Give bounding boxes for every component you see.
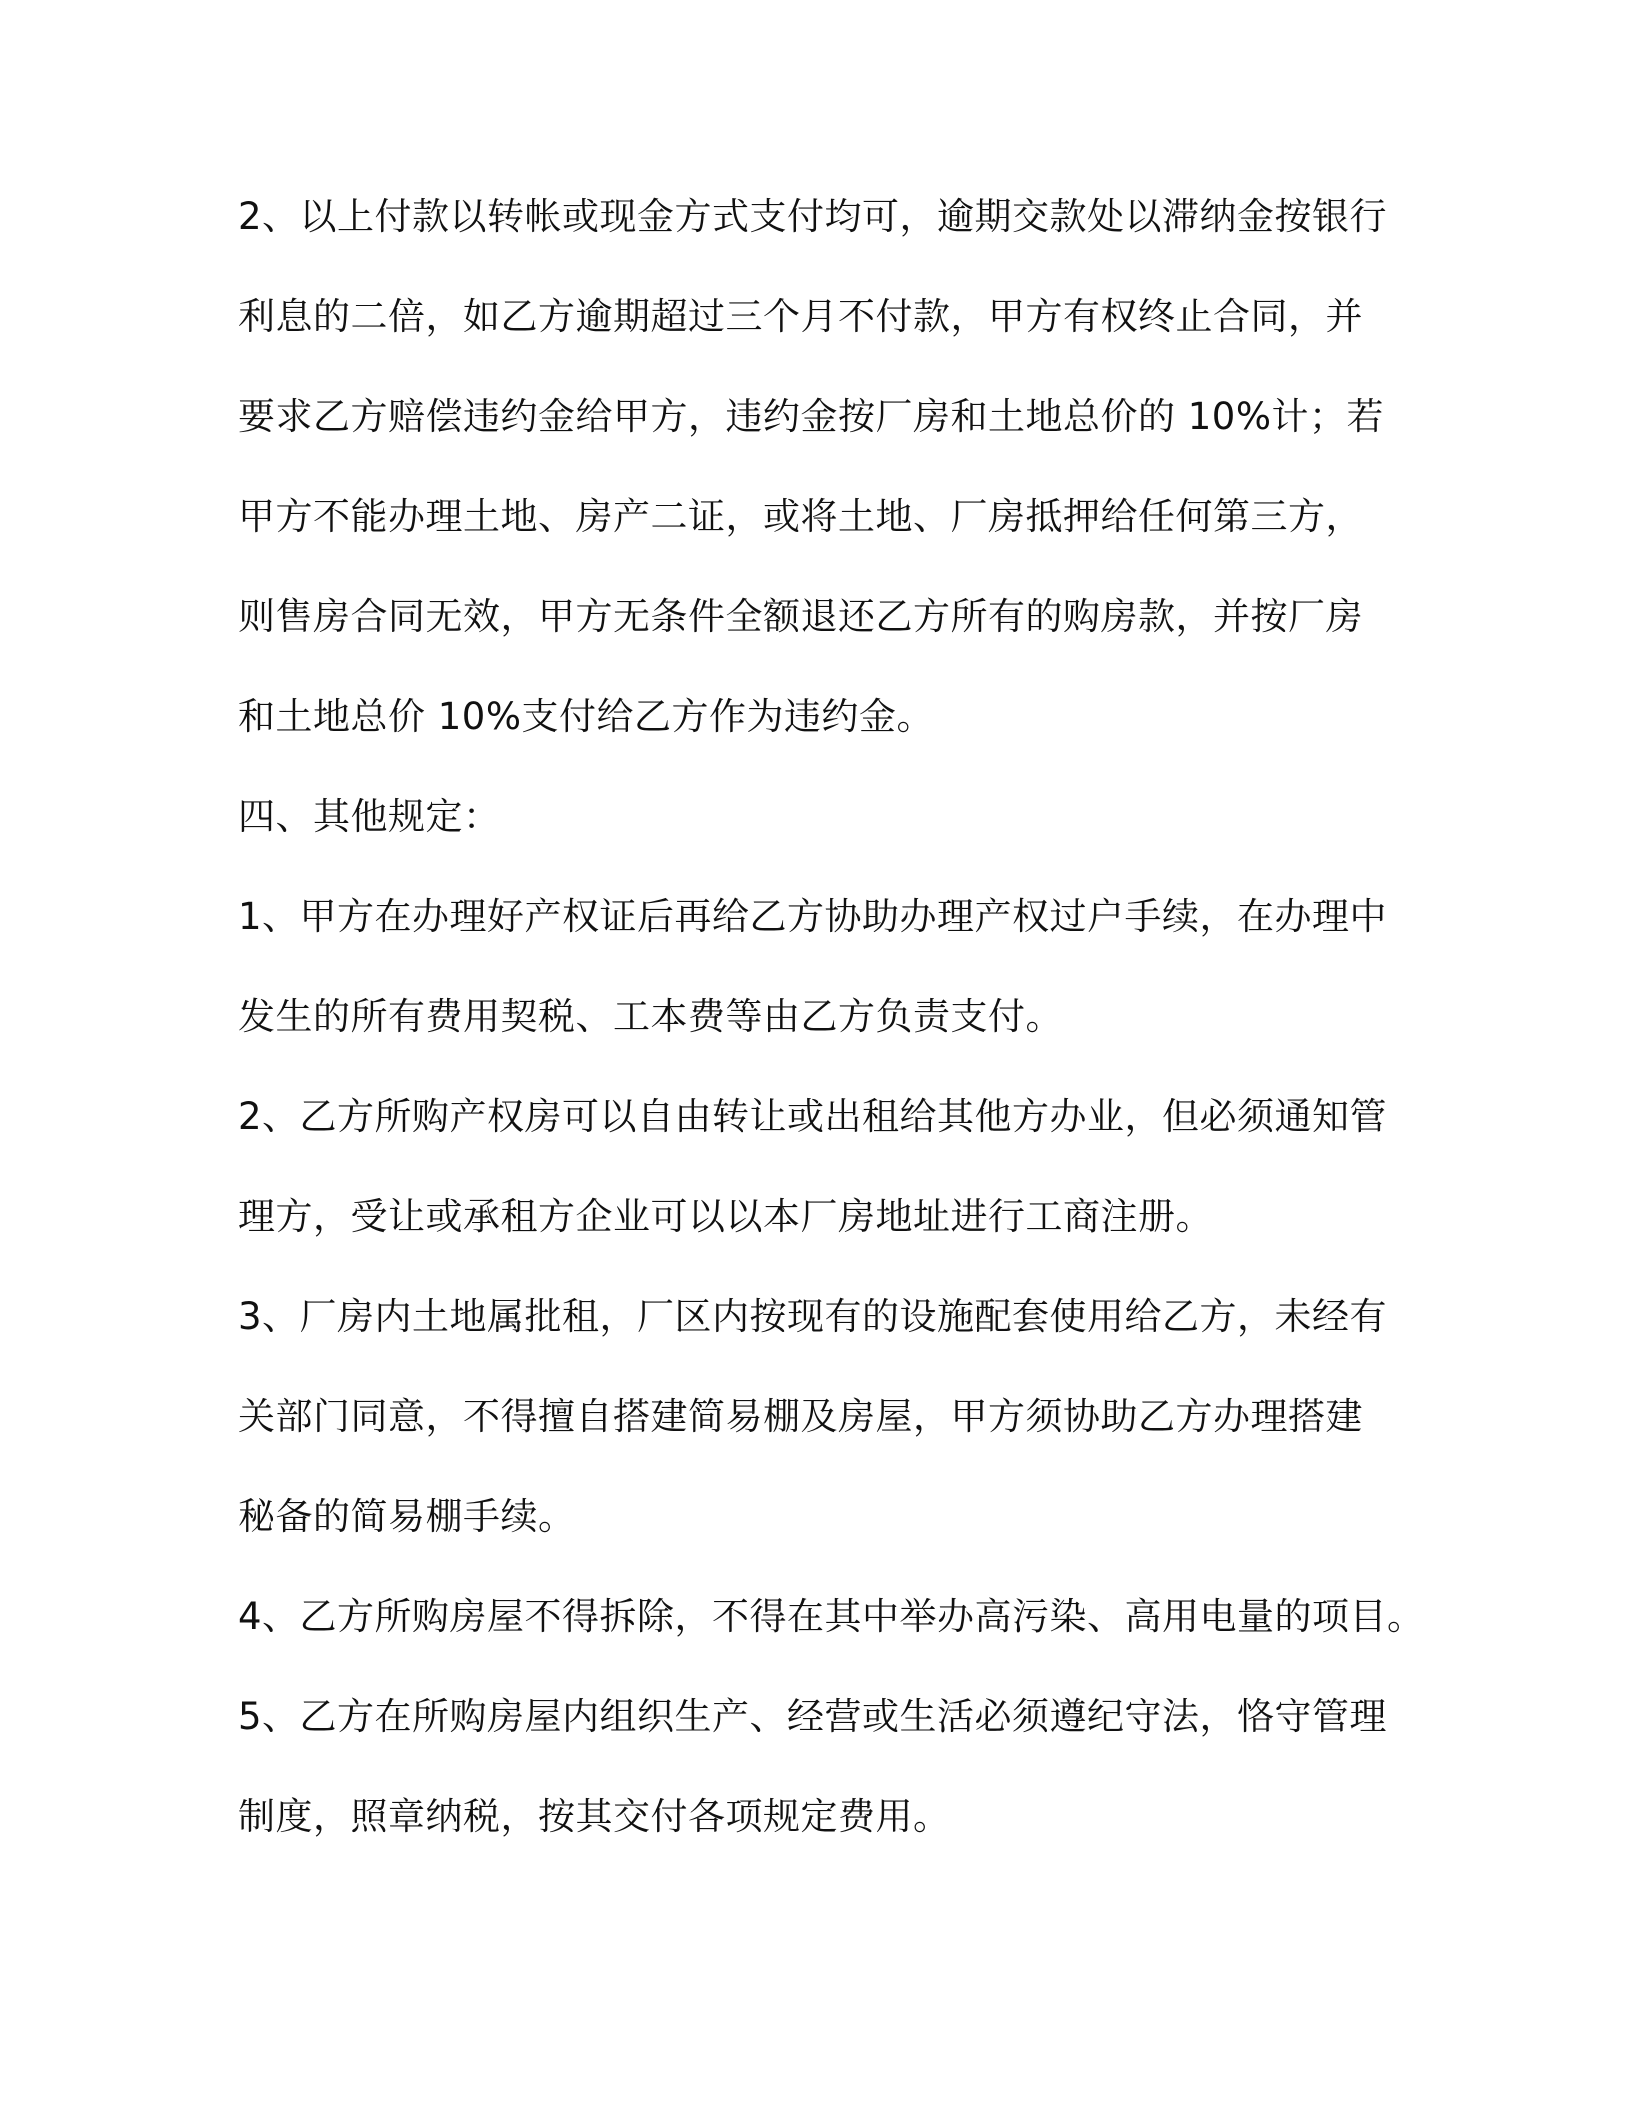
text-line-payment-clause-6: 和土地总价 10%支付给乙方作为违约金。 — [238, 695, 934, 738]
text-line-rule2-a: 2、乙方所购产权房可以自由转让或出租给其他方办业，但必须通知管 — [238, 1095, 1388, 1138]
text-line-payment-clause-2: 利息的二倍，如乙方逾期超过三个月不付款，甲方有权终止合同，并 — [238, 295, 1363, 338]
section-heading-other-rules: 四、其他规定： — [238, 795, 501, 838]
text-line-rule5-a: 5、乙方在所购房屋内组织生产、经营或生活必须遵纪守法，恪守管理 — [238, 1695, 1388, 1738]
text-line-payment-clause-3: 要求乙方赔偿违约金给甲方，违约金按厂房和土地总价的 10%计；若 — [238, 395, 1384, 438]
text-line-rule3-c: 秘备的简易棚手续。 — [238, 1495, 576, 1538]
text-line-rule5-b: 制度，照章纳税，按其交付各项规定费用。 — [238, 1795, 951, 1838]
text-line-payment-clause-4: 甲方不能办理土地、房产二证，或将土地、厂房抵押给任何第三方， — [238, 495, 1363, 538]
text-line-rule1-b: 发生的所有费用契税、工本费等由乙方负责支付。 — [238, 995, 1063, 1038]
text-line-rule3-b: 关部门同意，不得擅自搭建简易棚及房屋，甲方须协助乙方办理搭建 — [238, 1395, 1363, 1438]
text-line-payment-clause-1: 2、以上付款以转帐或现金方式支付均可，逾期交款处以滞纳金按银行 — [238, 195, 1388, 238]
text-line-payment-clause-5: 则售房合同无效，甲方无条件全额退还乙方所有的购房款，并按厂房 — [238, 595, 1363, 638]
text-line-rule3-a: 3、厂房内土地属批租，厂区内按现有的设施配套使用给乙方，未经有 — [238, 1295, 1388, 1338]
text-line-rule1-a: 1、甲方在办理好产权证后再给乙方协助办理产权过户手续，在办理中 — [238, 895, 1388, 938]
text-line-rule4: 4、乙方所购房屋不得拆除，不得在其中举办高污染、高用电量的项目。 — [238, 1595, 1425, 1638]
text-line-rule2-b: 理方，受让或承租方企业可以以本厂房地址进行工商注册。 — [238, 1195, 1213, 1238]
